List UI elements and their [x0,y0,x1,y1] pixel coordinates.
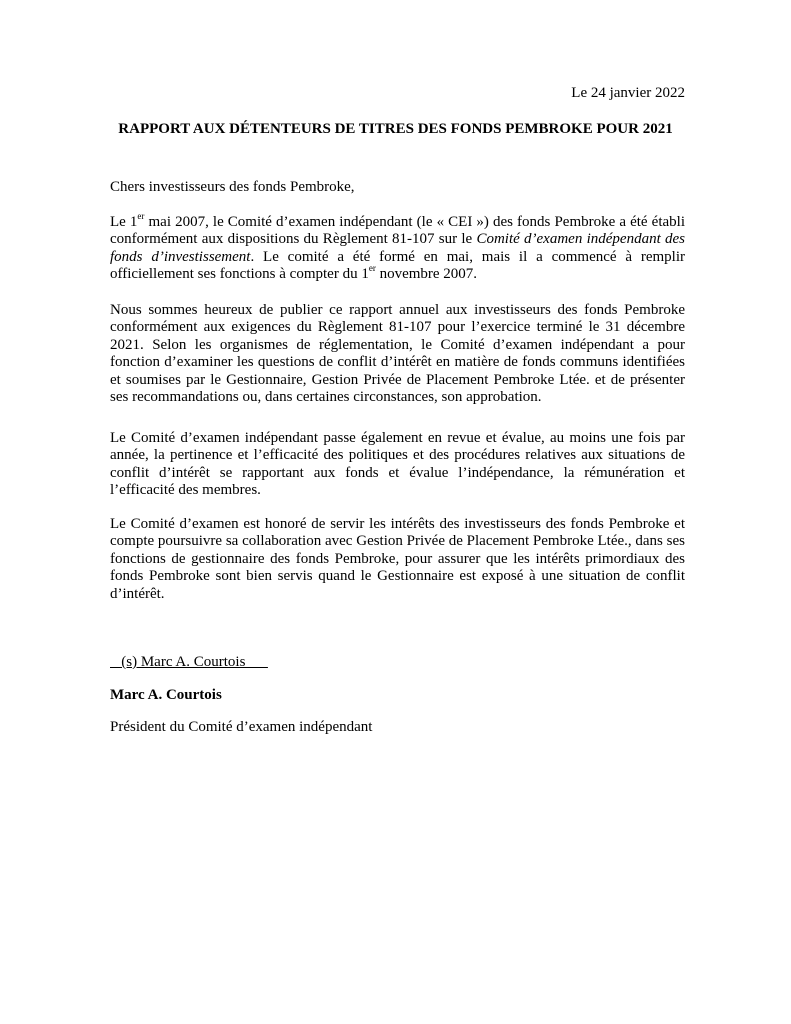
paragraph-1 [110,211,685,284]
paragraph-1-text-a: Le 1 [110,214,138,230]
letter-date: Le 24 janvier 2022 [571,85,685,101]
salutation: Chers investisseurs des fonds Pembroke, [110,179,355,195]
signatory-role: Président du Comité d’examen indépendant [110,719,373,735]
ordinal-superscript: er [368,263,376,274]
signature-line: (s) Marc A. Courtois [110,654,268,670]
document-title: RAPPORT AUX DÉTENTEURS DE TITRES DES FONDS PEMBROKE POUR 2021 [118,121,673,137]
paragraph-4: Le Comité d’examen est honoré de servir les intérêts des investisseurs des fonds Pembroke et compte poursuivre sa collaboration avec Gestion Privée de Placement Pembroke Ltée., dans ses fonctions de gestionnaire des fonds Pembroke, pour assurer que les intérêts primordiaux des fonds Pembroke sont bien servis quand le Gestionnaire est exposé à une situation de conflit d’intérêt. [110,516,685,602]
signatory-name: Marc A. Courtois [110,687,222,703]
paragraph-1-text-b: mai 2007, le Comité d’examen indépendant (le « CEI ») des fonds Pembroke a été établi conformément aux dispositions du Règlement 81-107 sur le [110,214,685,248]
paragraph-2: Nous sommes heureux de publier ce rapport annuel aux investisseurs des fonds Pembroke conformément aux exigences du Règlement 81-107 pour l’exercice terminé le 31 décembre 2021. Selon les organismes de réglementation, le Comité d’examen indépendant a pour fonction d’examiner les questions de conflit d’intérêt en matière de fonds communs identifiées et soumises par le Gestionnaire, Gestion Privée de Placement Pembroke Ltée. et de présenter ses recommandations ou, dans certaines circonstances, son approbation. [110,302,685,406]
ordinal-superscript: er [137,211,145,221]
regulation-title: Comité d’examen indépendant des fonds d’investissement [110,231,685,265]
paragraph-1-text-c: . Le comité a été formé en mai, mais il a commencé à remplir officiellement ses fonctions à compter du 1 [110,248,685,283]
paragraph-1-text-d: novembre 2007. [375,266,478,283]
paragraph-3: Le Comité d’examen indépendant passe également en revue et évalue, au moins une fois par année, la pertinence et l’efficacité des politiques et des procédures relatives aux situations de conflit d’intérêt se rapportant aux fonds et évalue l’indépendance, la rémunération et l’efficacité des membres. [110,430,685,499]
